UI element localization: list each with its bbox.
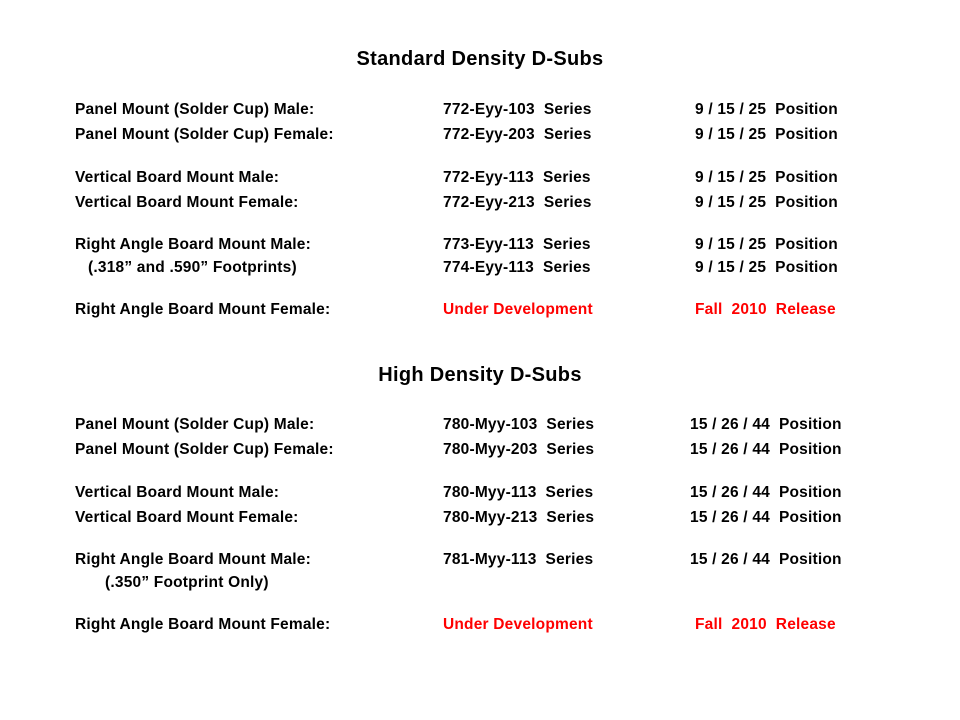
table-row xyxy=(0,416,960,438)
row-positions: 9 / 15 / 25 Position xyxy=(695,169,838,186)
row-positions: 9 / 15 / 25 Position xyxy=(695,101,838,118)
row-part-series: 780-Myy-213 Series xyxy=(443,509,595,526)
row-description: Right Angle Board Mount Male: xyxy=(75,551,311,568)
row-part-series: 780-Myy-203 Series xyxy=(443,441,595,458)
table-row xyxy=(0,484,960,506)
row-description: Right Angle Board Mount Female: xyxy=(75,616,331,633)
row-part-series: 772-Eyy-113 Series xyxy=(443,169,591,186)
row-positions: 9 / 15 / 25 Position xyxy=(695,194,838,211)
row-release-status: Fall 2010 Release xyxy=(695,616,836,633)
table-row xyxy=(0,616,960,638)
table-row xyxy=(0,169,960,191)
table-row xyxy=(0,259,960,281)
row-positions: 15 / 26 / 44 Position xyxy=(690,551,842,568)
row-positions: 15 / 26 / 44 Position xyxy=(690,509,842,526)
table-row xyxy=(0,101,960,123)
table-row xyxy=(0,509,960,531)
row-positions: 9 / 15 / 25 Position xyxy=(695,236,838,253)
row-description: Right Angle Board Mount Male: xyxy=(75,236,311,253)
row-description: Panel Mount (Solder Cup) Male: xyxy=(75,101,315,118)
row-part-series: 772-Eyy-213 Series xyxy=(443,194,592,211)
row-description: Panel Mount (Solder Cup) Female: xyxy=(75,441,334,458)
row-positions: 15 / 26 / 44 Position xyxy=(690,441,842,458)
row-description: Vertical Board Mount Male: xyxy=(75,169,280,186)
row-part-series-status: Under Development xyxy=(443,616,593,633)
row-description: (.318” and .590” Footprints) xyxy=(88,259,297,276)
row-description: Vertical Board Mount Male: xyxy=(75,484,280,501)
row-part-series: 781-Myy-113 Series xyxy=(443,551,594,568)
row-description: Panel Mount (Solder Cup) Male: xyxy=(75,416,315,433)
row-part-series: 774-Eyy-113 Series xyxy=(443,259,591,276)
high-density-title: High Density D-Subs xyxy=(378,364,582,386)
row-part-series: 773-Eyy-113 Series xyxy=(443,236,591,253)
table-row xyxy=(0,301,960,323)
table-row xyxy=(0,441,960,463)
standard-density-title: Standard Density D-Subs xyxy=(356,48,604,70)
row-part-series: 772-Eyy-203 Series xyxy=(443,126,592,143)
table-row xyxy=(0,574,960,596)
row-description: Panel Mount (Solder Cup) Female: xyxy=(75,126,334,143)
row-description: Right Angle Board Mount Female: xyxy=(75,301,331,318)
row-part-series: 780-Myy-103 Series xyxy=(443,416,595,433)
table-row xyxy=(0,236,960,258)
row-positions: 15 / 26 / 44 Position xyxy=(690,416,842,433)
row-part-series-status: Under Development xyxy=(443,301,593,318)
row-description: (.350” Footprint Only) xyxy=(105,574,269,591)
table-row xyxy=(0,551,960,573)
row-positions: 9 / 15 / 25 Position xyxy=(695,126,838,143)
row-release-status: Fall 2010 Release xyxy=(695,301,836,318)
row-description: Vertical Board Mount Female: xyxy=(75,194,299,211)
row-description: Vertical Board Mount Female: xyxy=(75,509,299,526)
row-part-series: 780-Myy-113 Series xyxy=(443,484,594,501)
table-row xyxy=(0,194,960,216)
table-row xyxy=(0,126,960,148)
row-part-series: 772-Eyy-103 Series xyxy=(443,101,592,118)
row-positions: 9 / 15 / 25 Position xyxy=(695,259,838,276)
row-positions: 15 / 26 / 44 Position xyxy=(690,484,842,501)
